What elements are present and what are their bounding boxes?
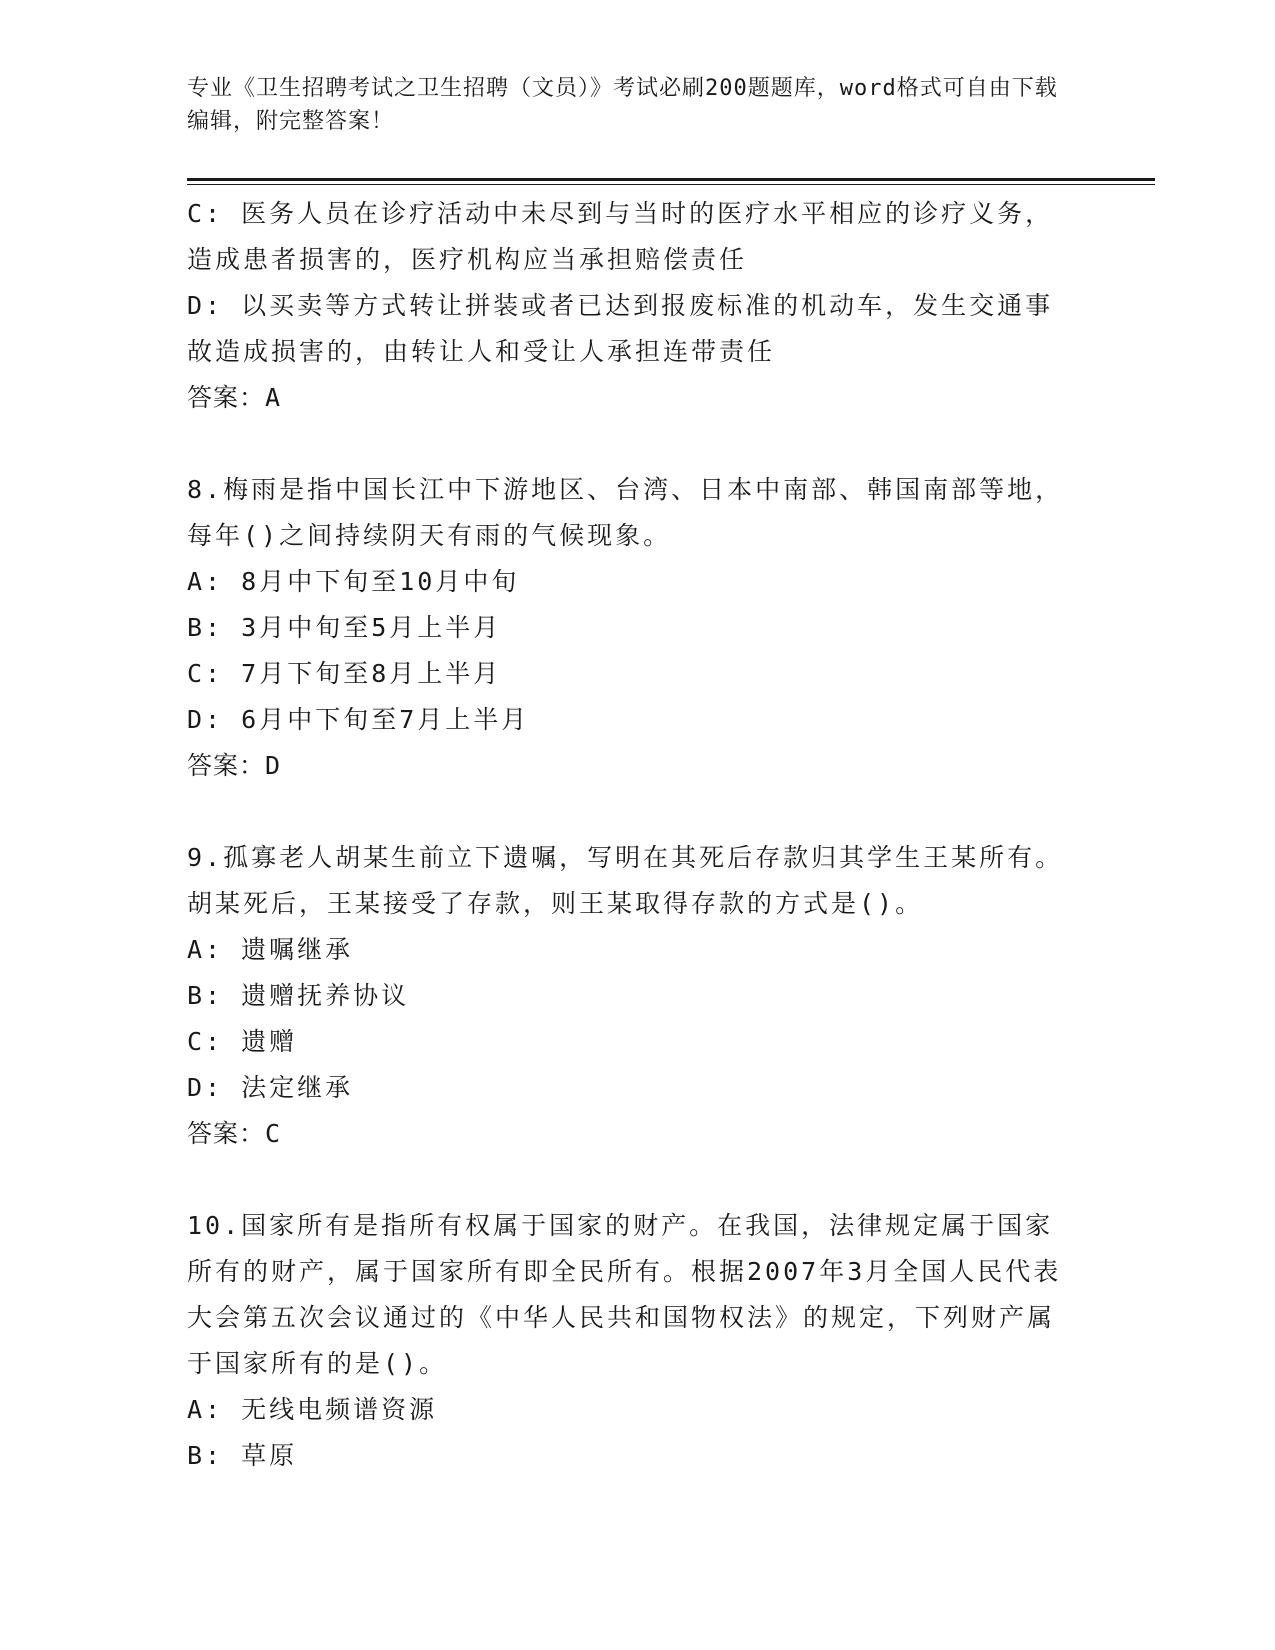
option-label: C: [187, 1027, 224, 1056]
question-stem: 9.孤寡老人胡某生前立下遗嘱，写明在其死后存款归其学生王某所有。胡某死后，王某接受了存款，则王某取得存款的方式是()。 [187, 843, 1064, 918]
option-c [187, 191, 1077, 283]
option-text: 遗赠 [241, 1027, 298, 1056]
spacer [187, 421, 1077, 467]
question-stem: 8.梅雨是指中国长江中下游地区、台湾、日本中南部、韩国南部等地，每年()之间持续阴天有雨的气候现象。 [187, 475, 1064, 550]
spacer [187, 789, 1077, 835]
option-text: 7月下旬至8月上半月 [241, 659, 502, 688]
option-label: A: [187, 935, 224, 964]
option-a [187, 927, 1077, 973]
option-text: 以买卖等方式转让拼装或者已达到报废标准的机动车，发生交通事故造成损害的，由转让人和受让人承担连带责任 [187, 291, 1054, 366]
answer: 答案：D [187, 751, 282, 780]
option-text: 遗嘱继承 [241, 935, 354, 964]
option-label: B: [187, 981, 224, 1010]
option-text: 6月中下旬至7月上半月 [241, 705, 530, 734]
answer: 答案：C [187, 1119, 282, 1148]
option-text: 8月中下旬至10月中旬 [241, 567, 520, 596]
option-b [187, 605, 1077, 651]
option-label: A: [187, 567, 224, 596]
option-label: B: [187, 1441, 224, 1470]
document-header [187, 72, 1067, 138]
header-divider-thin [187, 184, 1155, 185]
question-stem: 10.国家所有是指所有权属于国家的财产。在我国，法律规定属于国家所有的财产，属于国家所有即全民所有。根据2007年3月全国人民代表大会第五次会议通过的《中华人民共和国物权法》的规定，下列财产属于国家所有的是()。 [187, 1211, 1062, 1378]
option-label: C: [187, 659, 224, 688]
option-label: D: [187, 291, 224, 320]
option-d [187, 697, 1077, 743]
option-text: 法定继承 [241, 1073, 354, 1102]
option-b [187, 1433, 1077, 1479]
option-label: D: [187, 705, 224, 734]
question-content [187, 191, 1077, 1479]
spacer [187, 1157, 1077, 1203]
option-text: 草原 [241, 1441, 298, 1470]
answer: 答案：A [187, 383, 282, 412]
option-label: A: [187, 1395, 224, 1424]
option-d [187, 1065, 1077, 1111]
option-a [187, 1387, 1077, 1433]
option-text: 3月中旬至5月上半月 [241, 613, 502, 642]
option-label: C: [187, 199, 224, 228]
header-title: 专业《卫生招聘考试之卫生招聘（文员）》考试必刷200题题库，word格式可自由下载编辑，附完整答案！ [187, 76, 1058, 134]
option-label: B: [187, 613, 224, 642]
option-c [187, 1019, 1077, 1065]
option-c [187, 651, 1077, 697]
option-label: D: [187, 1073, 224, 1102]
option-text: 医务人员在诊疗活动中未尽到与当时的医疗水平相应的诊疗义务，造成患者损害的，医疗机构应当承担赔偿责任 [187, 199, 1054, 274]
option-b [187, 973, 1077, 1019]
option-text: 遗赠抚养协议 [241, 981, 410, 1010]
option-d [187, 283, 1077, 375]
option-a [187, 559, 1077, 605]
option-text: 无线电频谱资源 [241, 1395, 438, 1424]
header-divider-thick [187, 178, 1155, 181]
